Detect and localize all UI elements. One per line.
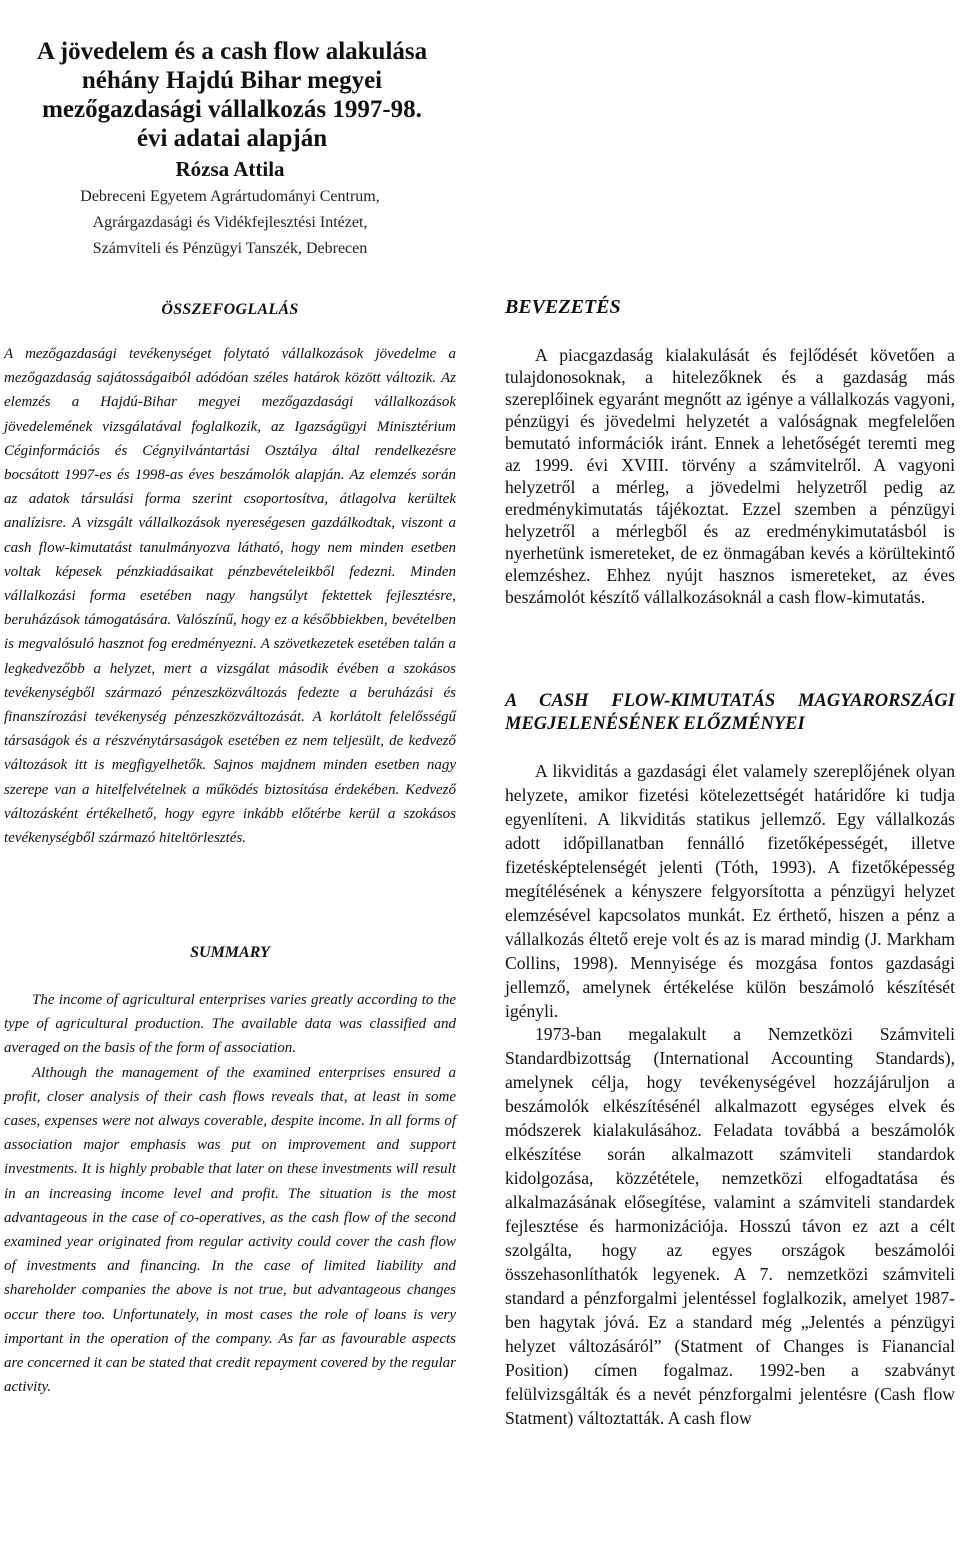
paper-title: A jövedelem és a cash flow alakulása néhány Hajdú Bihar megyei mezőgazdasági vállalkozás 1997-98. évi adatai alapján bbox=[36, 38, 428, 152]
summary-heading: SUMMARY bbox=[190, 944, 270, 961]
author-name: Rózsa Attila bbox=[175, 157, 285, 181]
section-heading: A CASH FLOW-KIMUTATÁS MAGYARORSZÁGI MEGJELENÉSÉNEK ELŐZMÉNYEI bbox=[505, 691, 955, 734]
summary-paragraph: Although the management of the examined enterprises ensured a profit, closer analysis of their cash flows reveals that, at least in some cases, expenses were not always coverable, despite income. In all forms of association major emphasis was put on improvement and support investments. It is highly probable that later on these investments will result in an increasing income level and profit. The situation is the most advantageous in the case of co-operatives, as the cash flow of the second examined year originated from regular activity could cover the cash flow of investments and financing. In the case of limited liability and shareholder companies the above is not true, but advantageous changes occur there too. Unfortunately, in most cases the role of loans is very important in the operation of the company. As far as favourable aspects are concerned it can be stated that credit repayment covered by the regular activity. bbox=[4, 1064, 456, 1396]
intro-heading: BEVEZETÉS bbox=[505, 296, 621, 318]
abstract-text: A mezőgazdasági tevékenységet folytató vállalkozások jövedelme a mezőgazdaság sajátosságaiból adódóan széles határok között változik. Az elemzés a Hajdú-Bihar megyei mezőgazdasági vállalkozások jövedelemének vizsgálatával foglalkozik, az Igazságügyi Minisztérium Céginformációs és Cégnyilvántartási Osztálya által rendelkezésre bocsátott 1997-es és 1998-as éves beszámolók alapján. Az elemzés során az adatok társulási forma szerint csoportosítva, átlagolva kerültek analízisre. A vizsgált vállalkozások nyereségesen gazdálkodtak, viszont a cash flow-kimutatást tanulmányozva látható, hogy nem minden esetben voltak képesek pénzkiadásaikat pénzbevételeikből fedezni. Minden vállalkozási forma esetében nagy hangsúlyt fektettek fejlesztésre, beruházások támogatására. Valószínű, hogy ez a későbbiekben, bevételben is megvalósuló hasznot fog eredményezni. A szövetkezetek esetében talán a legkedvezőbb a helyzet, mert a vizsgálat második évében a szokásos tevékenységből származó pénzeszközváltozás fedezte a beruházási és finanszírozási tevékenység pénzeszközváltozását. A korlátolt felelősségű társaságok és a részvénytársaságok esetében ez nem teljesült, de kedvező változások itt is megfigyelhetők. Sajnos majdnem minden esetben nagy szerepe van a hitelfelvételnek a működés biztosítása érdekében. Kedvező változásként értékelhető, hogy egyre inkább előtérbe kerül a szokásos tevékenységből származó hiteltörlesztés. bbox=[4, 346, 456, 847]
affiliation-block bbox=[4, 184, 456, 262]
affiliation-line: Számviteli és Pénzügyi Tanszék, Debrecen bbox=[92, 240, 368, 257]
affiliation-line: Debreceni Egyetem Agrártudományi Centrum, bbox=[80, 188, 380, 205]
summary-paragraph: The income of agricultural enterprises varies greatly according to the type of agricultural production. The available data was classified and averaged on the basis of the form of association. bbox=[4, 992, 456, 1057]
body-paragraph: A likviditás a gazdasági élet valamely szereplőjének olyan helyzete, amikor fizetési kötelezettségét határidőre ki tudja egyenlíteni. A likviditás statikus jellemző. Egy vállalkozás adott időpillanatban fennálló fizetőképességét, illetve fizetésképtelenségét jelenti (Tóth, 1993). A fizetőképesség megítélésének a kényszere felgyorsította a pénzügyi helyzet elemzésével kapcsolatos munkát. Ez érthető, hiszen a pénz a vállalkozás éltető ereje volt és az is marad mindig (J. Markham Collins, 1998). Mennyisége és mozgása fontos gazdasági jellemző, amelynek értékelése külön beszámoló készítését igényli. bbox=[505, 761, 955, 1021]
affiliation-line: Agrárgazdasági és Vidékfejlesztési Intézet, bbox=[92, 214, 368, 231]
summary-block bbox=[4, 988, 456, 1399]
intro-paragraph: A piacgazdaság kialakulását és fejlődését követően a tulajdonosoknak, a hitelezőknek és a gazdaság más szereplőinek egyaránt megnőtt az igénye a vállalkozás vagyoni, pénzügyi és jövedelmi helyzetét a valóságnak megfelelően bemutató információk iránt. Ennek a lehetőségét teremti meg az 1999. évi XVIII. törvény a számvitelről. A vagyoni helyzetről a mérleg, a jövedelmi helyzetről pedig az eredménykimutatás tájékoztat. Ezzel szemben a pénzügyi helyzetről a mérlegből és az eredménykimutatásból is nyerhetünk ismereteket, de ez önmagában kevés a körültekintő elemzéshez. Ehhez nyújt hasznos ismereteket, az éves beszámolót készítő vállalkozásoknál a cash flow-kimutatás. bbox=[505, 345, 955, 607]
body-paragraph: 1973-ban megalakult a Nemzetközi Számviteli Standardbizottság (International Accounting Standards), amelynek célja, hogy tevékenységével hozzájáruljon a beszámolók elkészítésénél alkalmazott egységes elvek és módszerek kialakulásához. Feladata továbbá a beszámolók elkészítése során alkalmazott számviteli standardok kidolgozása, közzététele, nemzetközi elfogadtatása és alkalmazásának elősegítése, valamint a számviteli standardek fejlesztése és harmonizációja. Hosszú távon ez azt a célt szolgálta, hogy az egyes országok beszámolói összehasonlíthatók legyenek. A 7. nemzetközi számviteli standard a pénzforgalmi jelentéssel foglalkozik, amelyet 1987-ben hagytak jóvá. Ez a standard még „Jelentés a pénzügyi helyzet változásáról” (Statment of Changes is Fianancial Position) címen fogalmaz. 1992-ben a szabványt felülvizsgálták és a nevét pénzforgalmi jelentésre (Cash flow Statment) változtatták. A cash flow bbox=[505, 1024, 955, 1428]
abstract-heading: ÖSSZEFOGLALÁS bbox=[161, 301, 299, 318]
section-body bbox=[505, 760, 955, 1431]
